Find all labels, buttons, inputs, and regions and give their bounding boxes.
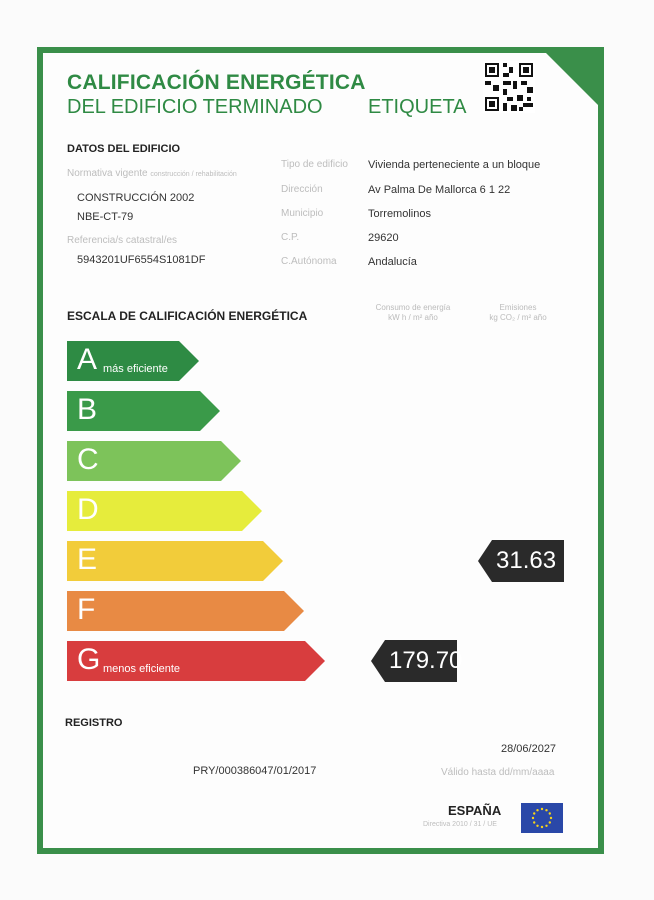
consumo-header: Consumo de energía kW h / m² año bbox=[375, 303, 451, 322]
rating-bar-g bbox=[67, 641, 325, 681]
rating-bar-b bbox=[67, 391, 220, 431]
registro-fecha: 28/06/2027 bbox=[501, 743, 557, 755]
corner-triangle bbox=[540, 47, 604, 111]
qr-code-icon bbox=[483, 61, 535, 113]
rating-bar-d bbox=[67, 491, 262, 531]
directiva-label: Directiva 2010 / 31 / UE bbox=[423, 821, 497, 828]
etiqueta-label: ETIQUETA bbox=[368, 96, 467, 118]
consumo-indicator bbox=[371, 640, 463, 682]
valido-hasta-label: Válido hasta dd/mm/aaaa bbox=[441, 767, 555, 778]
rating-letter-a: A bbox=[77, 343, 98, 376]
energy-label-frame bbox=[37, 47, 604, 854]
rating-bar-c bbox=[67, 441, 241, 481]
rating-letter-d: D bbox=[77, 493, 99, 526]
emisiones-indicator bbox=[478, 540, 564, 582]
field-value-tipo: Vivienda perteneciente a un bloque bbox=[368, 159, 541, 171]
field-label-autonoma: C.Autónoma bbox=[281, 256, 337, 267]
referencia-value: 5943201UF6554S1081DF bbox=[77, 254, 206, 266]
rating-sublabel: menos eficiente bbox=[103, 663, 181, 675]
pais-label: ESPAÑA bbox=[448, 803, 502, 818]
field-value-cp: 29620 bbox=[368, 232, 399, 244]
field-label-cp: C.P. bbox=[281, 232, 300, 243]
normativa-value-2: NBE-CT-79 bbox=[77, 211, 134, 223]
field-value-municipio: Torremolinos bbox=[368, 208, 431, 220]
rating-letter-c: C bbox=[77, 443, 99, 476]
rating-letter-f: F bbox=[77, 593, 96, 626]
field-label-direccion: Dirección bbox=[281, 184, 323, 195]
registro-label: REGISTRO bbox=[65, 717, 123, 729]
rating-letter-b: B bbox=[77, 393, 98, 426]
rating-letter-g: G bbox=[77, 643, 101, 676]
emisiones-indicator-value: 31.63 bbox=[496, 547, 557, 574]
registro-numero: PRY/000386047/01/2017 bbox=[193, 765, 317, 777]
normativa-label: Normativa vigente construcción / rehabilitación bbox=[67, 168, 237, 179]
rating-bar-a bbox=[67, 341, 199, 381]
field-value-direccion: Av Palma De Mallorca 6 1 22 bbox=[368, 184, 511, 196]
emisiones-header: Emisiones kg CO₂ / m² año bbox=[489, 303, 547, 322]
consumo-indicator-value: 179.70 bbox=[389, 647, 463, 674]
rating-bar-f bbox=[67, 591, 304, 631]
datos-section-title: DATOS DEL EDIFICIO bbox=[67, 143, 181, 155]
field-label-municipio: Municipio bbox=[281, 208, 324, 219]
normativa-value-1: CONSTRUCCIÓN 2002 bbox=[77, 192, 195, 204]
field-label-tipo: Tipo de edificio bbox=[281, 159, 348, 170]
field-value-autonoma: Andalucía bbox=[368, 256, 417, 268]
rating-letter-e: E bbox=[77, 543, 98, 576]
title-line-2: DEL EDIFICIO TERMINADO bbox=[67, 96, 323, 118]
rating-sublabel: más eficiente bbox=[103, 363, 168, 375]
eu-flag-icon bbox=[521, 803, 563, 833]
rating-bar-e bbox=[67, 541, 283, 581]
escala-title: ESCALA DE CALIFICACIÓN ENERGÉTICA bbox=[67, 309, 308, 323]
referencia-label: Referencia/s catastral/es bbox=[67, 235, 178, 246]
title-line-1: CALIFICACIÓN ENERGÉTICA bbox=[67, 71, 366, 94]
